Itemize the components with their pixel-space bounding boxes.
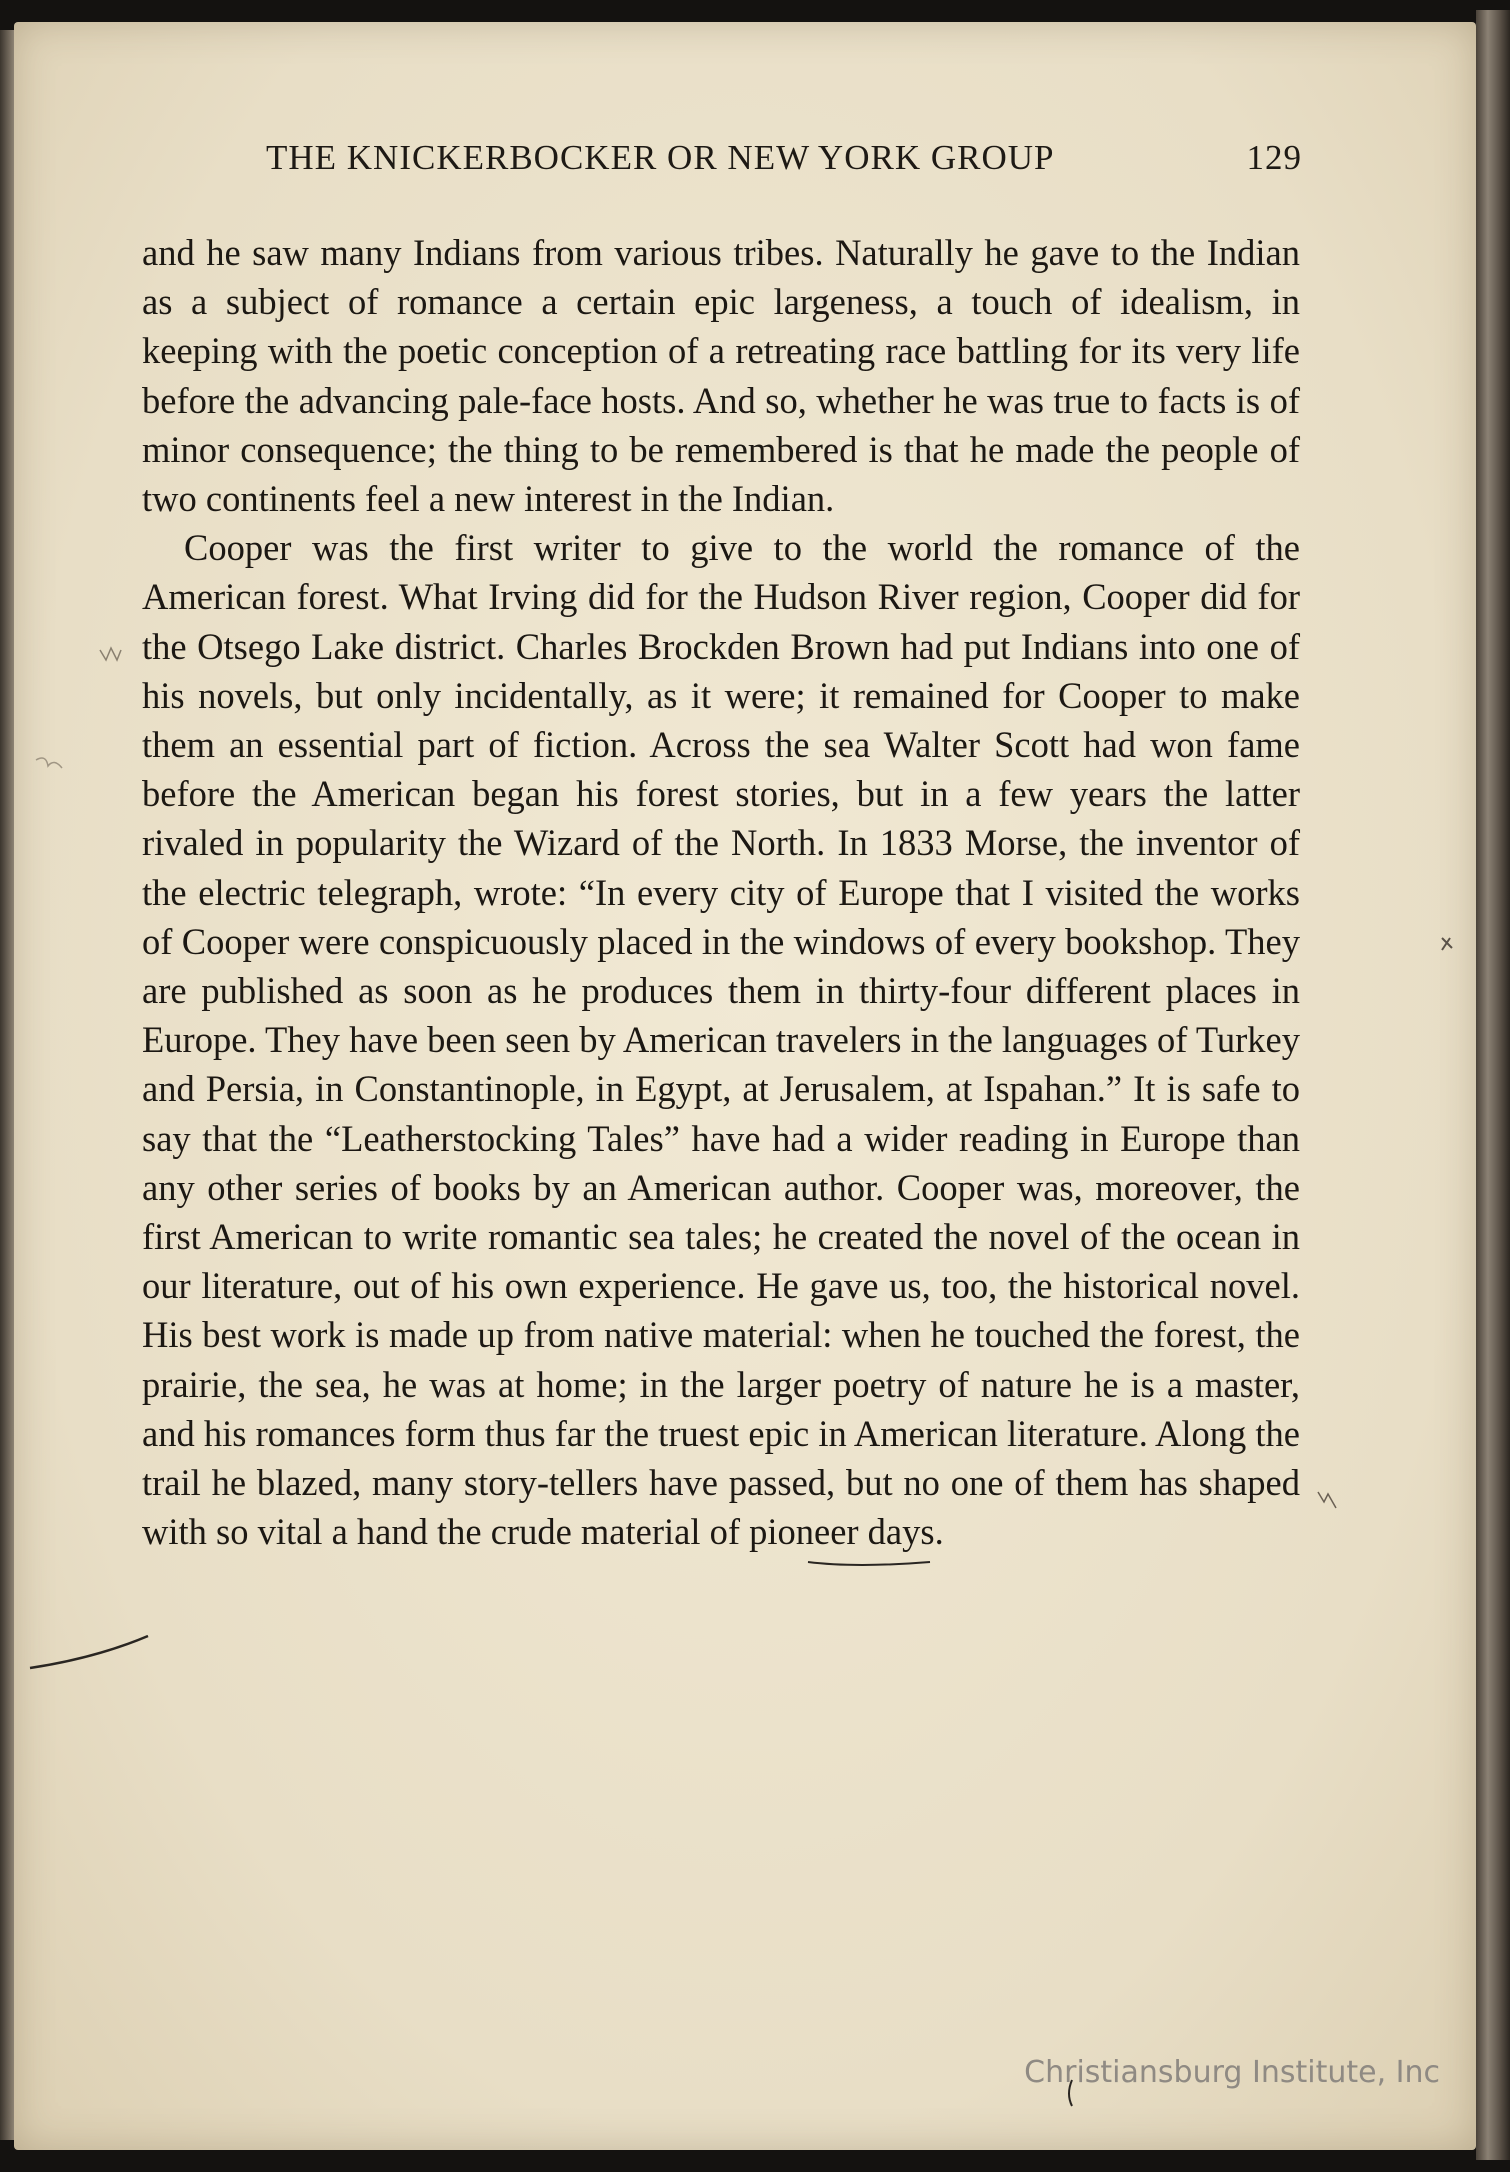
paragraph: Cooper was the first writer to give to the world the romance of the American forest. What Irving did for the Hudson River region, Cooper did for the Otsego Lake district. Charles Brockden Brown had put Indians into one of his novels, but only incidentally, as it were; it remained for Cooper to make them an essential part of fiction. Across the sea Walter Scott had won fame before the American began his forest stories, but in a few years the latter rivaled in popularity the Wizard of the North. In 1833 Morse, the inventor of the electric telegraph, wrote: “In every city of Europe that I visited the works of Cooper were conspicuously placed in the windows of every bookshop. They are published as soon as he produces them in thirty-four different places in Europe. They have been seen by American travelers in the languages of Turkey and Persia, in Constantinople, in Egypt, at Jerusalem, at Ispahan.” It is safe to say that the “Leatherstocking Tales” have had a wider reading in Europe than any other series of books by an American author. Cooper was, moreover, the first American to write romantic sea tales; he created the novel of the ocean in our literature, out of his own experience. He gave us, too, the historical novel. His best work is made up from native material: when he touched the forest, the prairie, the sea, he was at home; in the larger poetry of nature he is a master, and his romances form thus far the truest epic in American literature. Along the trail he blazed, many story-tellers have passed, but no one of them has shaped with so vital a hand the crude material of pioneer days. [142, 527, 1300, 1553]
book-spine [1476, 10, 1510, 2160]
paragraph: and he saw many Indians from various tribes. Naturally he gave to the Indian as a subject of romance a certain epic largeness, a touch of idealism, in keeping with the poetic conception of a retreating race battling for its very life before the advancing pale-face hosts. And so, whether he was true to facts is of minor consequence; the thing to be remembered is that he made the people of two continents feel a new interest in the Indian. [142, 232, 1300, 520]
running-head-title: THE KNICKERBOCKER OR NEW YORK GROUP [266, 138, 1055, 177]
watermark: Christiansburg Institute, Inc [1024, 2055, 1440, 2090]
body-text [142, 228, 1300, 1556]
running-head [266, 138, 1302, 178]
page-number: 129 [1246, 138, 1302, 177]
